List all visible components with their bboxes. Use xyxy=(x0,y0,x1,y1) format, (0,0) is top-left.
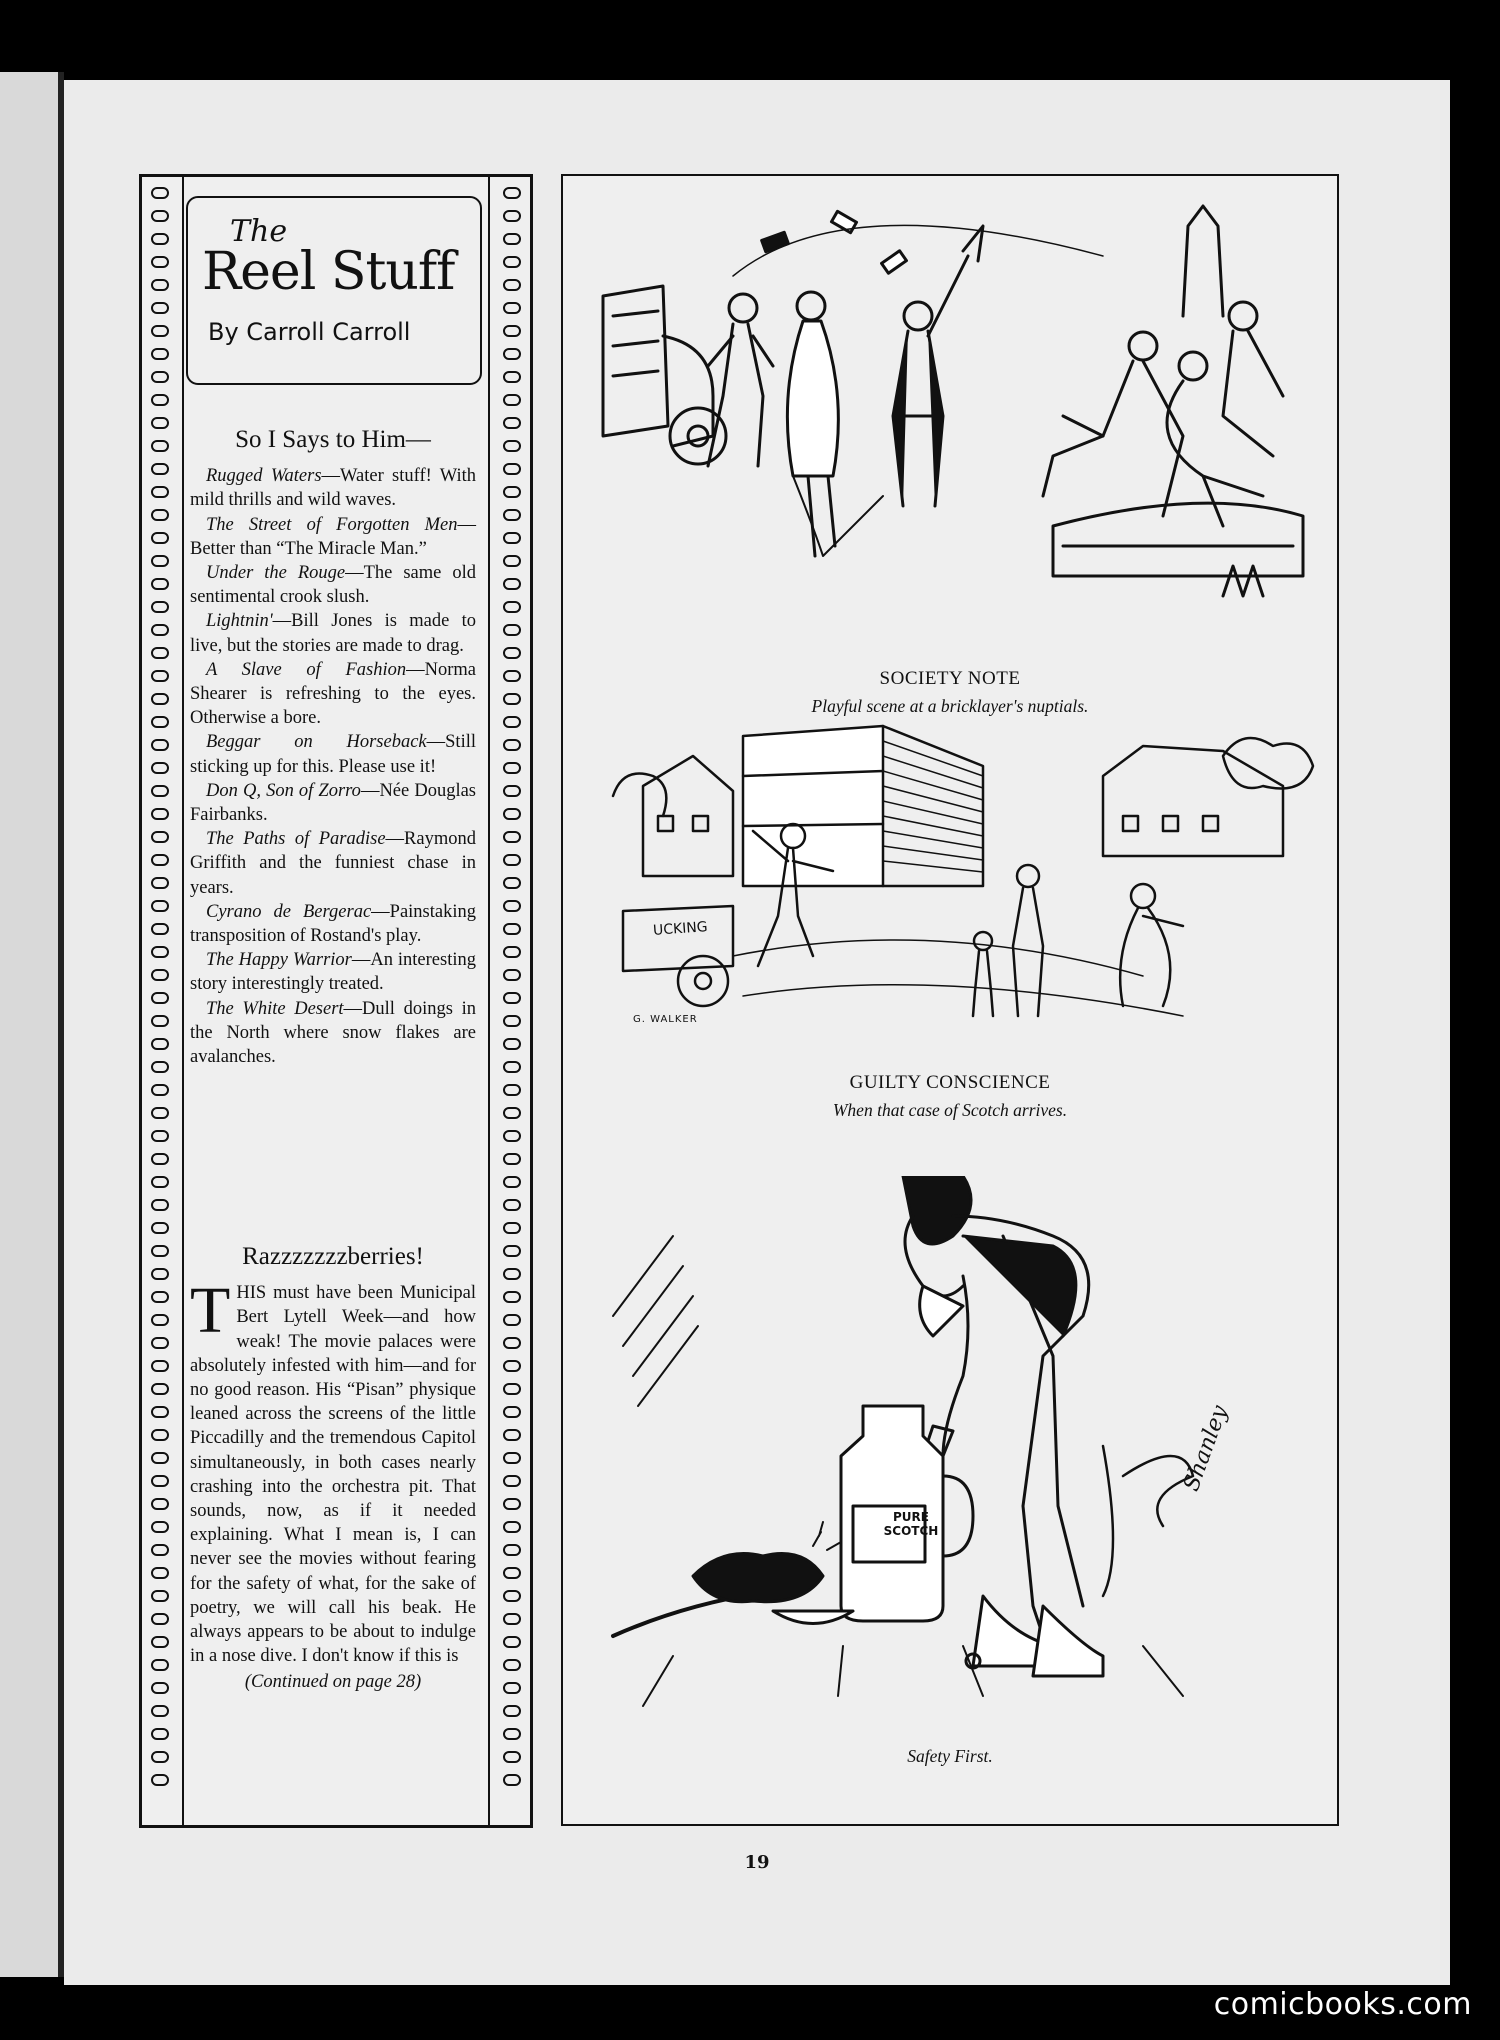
film-sprocket-hole xyxy=(151,187,169,199)
cartoon-caption: When that case of Scotch arrives. xyxy=(832,1100,1068,1120)
review-film-title: The Street of Forgotten Men xyxy=(206,514,458,535)
film-sprocket-hole xyxy=(503,969,521,981)
film-sprocket-hole xyxy=(151,624,169,636)
razzberries-section xyxy=(190,1245,476,1695)
film-sprocket-hole xyxy=(503,624,521,636)
film-sprocket-hole xyxy=(503,1176,521,1188)
review-list xyxy=(190,464,476,1069)
film-sprocket-hole xyxy=(151,693,169,705)
film-sprocket-hole xyxy=(151,371,169,383)
film-sprocket-hole xyxy=(503,831,521,843)
film-sprocket-hole xyxy=(503,555,521,567)
film-sprocket-hole xyxy=(503,578,521,590)
film-sprocket-hole xyxy=(503,693,521,705)
film-sprocket-hole xyxy=(503,854,521,866)
review-film-title: Beggar on Horseback xyxy=(206,732,427,753)
review-film-title: Cyrano de Bergerac xyxy=(206,901,372,922)
film-sprocket-hole xyxy=(151,739,169,751)
razzberries-body xyxy=(190,1274,476,1668)
film-sprocket-hole xyxy=(151,1475,169,1487)
wedding-cartoon-illustration xyxy=(583,196,1317,636)
film-sprocket-hole xyxy=(503,187,521,199)
review-item xyxy=(190,779,476,827)
film-sprocket-hole xyxy=(151,1498,169,1510)
film-sprocket-hole xyxy=(151,325,169,337)
film-sprocket-hole xyxy=(503,946,521,958)
film-sprocket-hole xyxy=(151,601,169,613)
cartoon-guilty-conscience xyxy=(583,716,1317,1196)
film-sprocket-hole xyxy=(503,1429,521,1441)
review-film-title: A Slave of Fashion xyxy=(206,659,407,680)
film-sprocket-hole xyxy=(503,716,521,728)
film-sprocket-hole xyxy=(151,1130,169,1142)
film-sprocket-hole xyxy=(503,900,521,912)
review-text: —Raymond Griffith and the funniest chase in years. xyxy=(190,829,476,898)
film-sprocket-hole xyxy=(151,1682,169,1694)
film-sprocket-hole xyxy=(151,210,169,222)
film-sprocket-hole xyxy=(503,509,521,521)
column-byline: By Carroll Carroll xyxy=(208,318,411,346)
review-film-title: Don Q, Son of Zorro xyxy=(206,780,361,801)
film-sprocket-hole xyxy=(151,1751,169,1763)
review-item xyxy=(190,730,476,778)
film-sprocket-hole xyxy=(503,1061,521,1073)
film-sprocket-hole xyxy=(503,486,521,498)
film-sprocket-hole xyxy=(151,1038,169,1050)
film-sprocket-hole xyxy=(151,1567,169,1579)
film-sprocket-hole xyxy=(151,1084,169,1096)
review-item xyxy=(190,827,476,900)
film-sprocket-hole xyxy=(151,578,169,590)
film-sprocket-hole xyxy=(503,1682,521,1694)
film-sprocket-hole xyxy=(151,463,169,475)
film-sprocket-hole xyxy=(151,1360,169,1372)
film-sprocket-hole xyxy=(503,601,521,613)
review-text: —Née Douglas Fairbanks. xyxy=(190,780,476,826)
film-sprocket-hole xyxy=(503,463,521,475)
review-film-title: Lightnin' xyxy=(206,611,273,632)
film-sprocket-hole xyxy=(151,1199,169,1211)
crate-cartoon-illustration xyxy=(583,716,1317,1056)
section-heading-razzberries: Razzzzzzzberries! xyxy=(242,1243,424,1270)
review-item xyxy=(190,609,476,657)
film-sprocket-hole xyxy=(151,1337,169,1349)
film-sprocket-hole xyxy=(151,1636,169,1648)
film-sprocket-hole xyxy=(503,785,521,797)
film-sprocket-hole xyxy=(503,1268,521,1280)
film-sprocket-hole xyxy=(503,1038,521,1050)
jug-label-line1: PURE xyxy=(893,1510,929,1524)
film-sprocket-hole xyxy=(503,210,521,222)
film-sprocket-hole xyxy=(503,371,521,383)
film-sprocket-hole xyxy=(503,1153,521,1165)
review-item xyxy=(190,658,476,731)
film-sprocket-hole xyxy=(151,1222,169,1234)
film-sprockets-right xyxy=(498,187,526,1815)
film-sprocket-hole xyxy=(503,1613,521,1625)
film-sprocket-hole xyxy=(503,1751,521,1763)
review-text: —An interesting story interestingly treated. xyxy=(190,950,476,995)
review-text: —Dull doings in the North where snow flakes are avalanches. xyxy=(190,998,476,1068)
film-sprocket-hole xyxy=(151,348,169,360)
film-sprocket-hole xyxy=(151,900,169,912)
film-sprocket-hole xyxy=(151,1015,169,1027)
film-sprocket-hole xyxy=(151,762,169,774)
film-sprocket-hole xyxy=(503,325,521,337)
film-sprocket-hole xyxy=(151,555,169,567)
jug-label xyxy=(877,1510,945,1538)
film-sprocket-hole xyxy=(503,877,521,889)
continued-note: (Continued on page 28) xyxy=(244,1672,422,1693)
film-sprocket-hole xyxy=(151,647,169,659)
jug-label-line2: SCOTCH xyxy=(883,1524,939,1538)
film-sprocket-hole xyxy=(503,647,521,659)
film-sprocket-hole xyxy=(151,831,169,843)
review-text: —Better than “The Miracle Man.” xyxy=(190,514,476,559)
review-text: —The same old sentimental crook slush. xyxy=(190,563,476,608)
film-sprocket-hole xyxy=(151,877,169,889)
film-sprocket-hole xyxy=(503,1475,521,1487)
film-sprocket-hole xyxy=(151,1452,169,1464)
page-number: 19 xyxy=(744,1852,770,1873)
film-sprocket-hole xyxy=(503,992,521,1004)
review-text: —Bill Jones is made to live, but the stories are made to drag. xyxy=(190,611,476,656)
cartoon-title: GUILTY CONSCIENCE xyxy=(849,1072,1051,1093)
film-sprocket-hole xyxy=(503,1521,521,1533)
film-sprocket-hole xyxy=(503,762,521,774)
film-sprocket-hole xyxy=(151,532,169,544)
cartoon-caption: Playful scene at a bricklayer's nuptials. xyxy=(811,696,1089,716)
film-sprocket-hole xyxy=(151,1728,169,1740)
film-sprocket-hole xyxy=(151,1659,169,1671)
review-film-title: Under the Rouge xyxy=(206,563,346,584)
artist-signature-shanley: Shanley xyxy=(1179,1402,1233,1495)
cartoon-safety-first xyxy=(583,1176,1317,1816)
film-sprocket-hole xyxy=(151,992,169,1004)
film-sprocket-hole xyxy=(503,1107,521,1119)
column-title: Reel Stuff xyxy=(202,242,455,302)
film-sprocket-hole xyxy=(151,923,169,935)
film-sprocket-hole xyxy=(151,1383,169,1395)
film-sprocket-hole xyxy=(503,923,521,935)
film-sprocket-hole xyxy=(503,1590,521,1602)
film-sprocket-hole xyxy=(151,1107,169,1119)
film-sprocket-hole xyxy=(503,1567,521,1579)
film-sprocket-hole xyxy=(503,440,521,452)
film-sprocket-hole xyxy=(151,854,169,866)
film-sprocket-hole xyxy=(503,1728,521,1740)
film-sprocket-hole xyxy=(503,1360,521,1372)
review-film-title: Rugged Waters xyxy=(206,466,322,487)
review-text: —Norma Shearer is refreshing to the eyes. Otherwise a bore. xyxy=(190,659,476,729)
drop-cap: T xyxy=(190,1274,231,1348)
film-sprocket-hole xyxy=(503,1084,521,1096)
film-sprocket-hole xyxy=(503,394,521,406)
film-sprocket-hole xyxy=(503,1452,521,1464)
film-sprocket-hole xyxy=(151,279,169,291)
film-sprocket-hole xyxy=(503,1199,521,1211)
film-sprocket-hole xyxy=(503,1705,521,1717)
razzberries-text: HIS must have been Municipal Bert Lytell Week—and how weak! The movie palaces were absolutely infested with him—and for no good reason. His “Pisan” physique leaned across the screens of the little Piccadilly and the tremendous Capitol simultaneously, in both cases nearly crashing into the orchestra pit. That sounds, now, as if it needed explaining. What I mean is, I can never see the movies without fearing for the safety of what, for the sake of poetry, we will call his beak. He always appears to be about to indulge in a nose dive. I don't know if this is xyxy=(190,1283,476,1667)
cartoon-panel xyxy=(561,174,1339,1826)
watermark: comicbooks.com xyxy=(1213,1987,1472,2022)
film-sprocket-hole xyxy=(503,739,521,751)
film-sprocket-hole xyxy=(503,1015,521,1027)
review-film-title: The Paths of Paradise xyxy=(206,829,386,850)
review-film-title: The White Desert xyxy=(206,998,344,1019)
film-sprocket-hole xyxy=(503,1245,521,1257)
film-sprocket-hole xyxy=(151,394,169,406)
film-sprocket-hole xyxy=(151,1544,169,1556)
film-sprocket-hole xyxy=(151,1613,169,1625)
film-sprocket-hole xyxy=(151,1291,169,1303)
film-sprocket-hole xyxy=(151,670,169,682)
film-sprocket-hole xyxy=(503,1222,521,1234)
artist-signature-walker: G. WALKER xyxy=(633,1014,698,1025)
film-sprocket-hole xyxy=(151,440,169,452)
column-title-the: The xyxy=(230,214,288,249)
film-sprocket-hole xyxy=(151,302,169,314)
reviews-section xyxy=(190,428,476,1069)
film-sprocket-hole xyxy=(151,1061,169,1073)
film-sprocket-hole xyxy=(503,1383,521,1395)
film-sprocket-hole xyxy=(151,1590,169,1602)
cartoon-title: SOCIETY NOTE xyxy=(879,668,1021,689)
film-sprocket-hole xyxy=(151,1268,169,1280)
film-sprocket-hole xyxy=(151,1314,169,1326)
film-sprocket-hole xyxy=(503,233,521,245)
film-sprocket-hole xyxy=(503,1636,521,1648)
film-sprocket-hole xyxy=(503,1406,521,1418)
review-text: —Painstaking transposition of Rostand's play. xyxy=(190,901,476,947)
film-sprocket-hole xyxy=(503,279,521,291)
film-sprocket-hole xyxy=(503,1130,521,1142)
section-heading-reviews: So I Says to Him— xyxy=(235,426,431,453)
film-sprocket-hole xyxy=(503,1774,521,1786)
review-item xyxy=(190,561,476,609)
film-sprocket-hole xyxy=(503,670,521,682)
film-sprocket-hole xyxy=(151,969,169,981)
film-sprocket-hole xyxy=(151,946,169,958)
film-sprocket-hole xyxy=(503,1337,521,1349)
facing-page-edge xyxy=(0,72,60,1977)
film-sprocket-hole xyxy=(151,417,169,429)
film-sprocket-hole xyxy=(151,1245,169,1257)
column-title-box xyxy=(186,196,482,385)
film-sprocket-hole xyxy=(503,256,521,268)
film-sprocket-hole xyxy=(151,256,169,268)
film-sprocket-hole xyxy=(151,1406,169,1418)
cartoon-caption: Safety First. xyxy=(907,1746,993,1766)
film-sprocket-hole xyxy=(503,808,521,820)
film-sprocket-hole xyxy=(503,348,521,360)
truck-label: UCKING xyxy=(652,919,709,939)
film-sprocket-hole xyxy=(503,1291,521,1303)
film-sprocket-hole xyxy=(503,1659,521,1671)
film-sprocket-hole xyxy=(151,1176,169,1188)
film-sprocket-hole xyxy=(151,1429,169,1441)
film-sprocket-hole xyxy=(151,1774,169,1786)
film-sprocket-hole xyxy=(503,1544,521,1556)
film-sprocket-hole xyxy=(151,785,169,797)
review-text: —Still sticking up for this. Please use it! xyxy=(190,732,476,777)
film-sprocket-hole xyxy=(151,1153,169,1165)
film-sprocket-hole xyxy=(151,1521,169,1533)
film-sprocket-hole xyxy=(503,417,521,429)
review-film-title: The Happy Warrior xyxy=(206,950,352,971)
film-sprocket-hole xyxy=(151,486,169,498)
film-sprocket-hole xyxy=(151,509,169,521)
film-sprocket-hole xyxy=(503,302,521,314)
review-item xyxy=(190,464,476,512)
film-sprocket-hole xyxy=(503,1314,521,1326)
review-item xyxy=(190,948,476,996)
film-sprocket-hole xyxy=(151,716,169,728)
review-item xyxy=(190,900,476,948)
film-sprockets-left xyxy=(146,187,174,1815)
review-item xyxy=(190,513,476,561)
review-text: —Water stuff! With mild thrills and wild waves. xyxy=(190,466,476,511)
film-sprocket-hole xyxy=(151,233,169,245)
review-item xyxy=(190,997,476,1070)
film-sprocket-hole xyxy=(503,532,521,544)
film-sprocket-hole xyxy=(151,1705,169,1717)
film-sprocket-hole xyxy=(503,1498,521,1510)
film-sprocket-hole xyxy=(151,808,169,820)
